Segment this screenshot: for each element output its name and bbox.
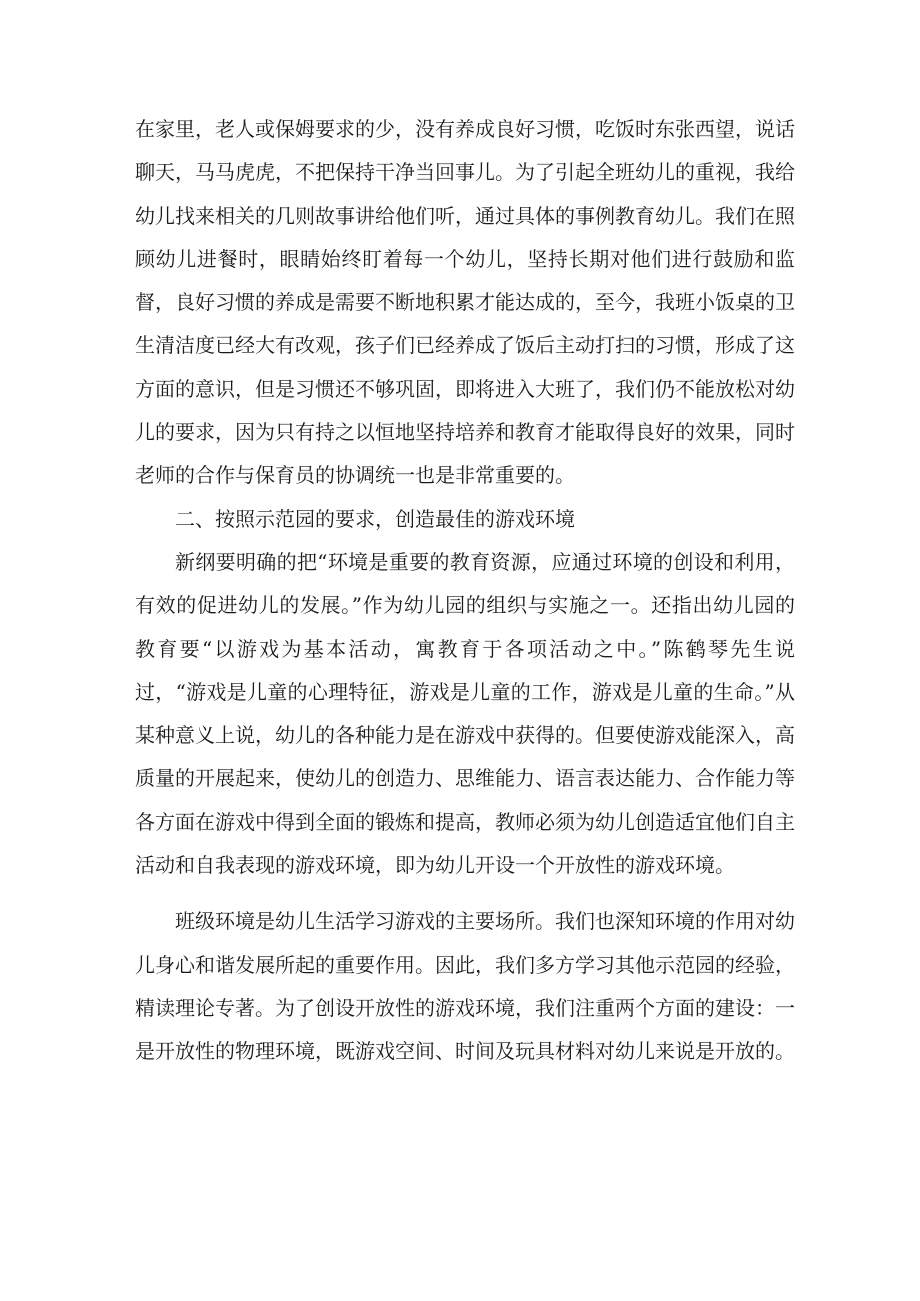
section-heading: 二、按照示范园的要求，创造最佳的游戏环境	[175, 506, 575, 531]
paragraph: 班级环境是幼儿生活学习游戏的主要场所。我们也深知环境的作用对幼儿身心和谐发展所起的重要作用。因此，我们多方学习其他示范园的经验，精读理论专著。为了创设开放性的游戏环境，我们注重两个方面的建设：一是开放性的物理环境，既游戏空间、时间及玩具材料对幼儿来说是开放的。	[135, 909, 795, 1064]
paragraph-continued: 在家里，老人或保姆要求的少，没有养成良好习惯，吃饭时东张西望，说话聊天，马马虎虎，不把保持干净当回事儿。为了引起全班幼儿的重视，我给幼儿找来相关的几则故事讲给他们听，通过具体的事例教育幼儿。我们在照顾幼儿进餐时，眼睛始终盯着每一个幼儿，坚持长期对他们进行鼓励和监督，良好习惯的养成是需要不断地积累才能达成的，至今，我班小饭桌的卫生清洁度已经大有改观，孩子们已经养成了饭后主动打扫的习惯，形成了这方面的意识，但是习惯还不够巩固，即将进入大班了，我们仍不能放松对幼儿的要求，因为只有持之以恒地坚持培养和教育才能取得良好的效果，同时老师的合作与保育员的协调统一也是非常重要的。	[135, 117, 795, 488]
document-body	[135, 108, 795, 1074]
paragraph: 新纲要明确的把“环境是重要的教育资源，应通过环境的创设和利用，有效的促进幼儿的发展。”作为幼儿园的组织与实施之一。还指出幼儿园的教育要“以游戏为基本活动，寓教育于各项活动之中。”陈鹤琴先生说过，“游戏是儿童的心理特征，游戏是儿童的工作，游戏是儿童的生命。”从某种意义上说，幼儿的各种能力是在游戏中获得的。但要使游戏能深入，高质量的开展起来，使幼儿的创造力、思维能力、语言表达能力、合作能力等各方面在游戏中得到全面的锻炼和提高，教师必须为幼儿创造适宜他们自主活动和自我表现的游戏环境，即为幼儿开设一个开放性的游戏环境。	[135, 549, 795, 878]
